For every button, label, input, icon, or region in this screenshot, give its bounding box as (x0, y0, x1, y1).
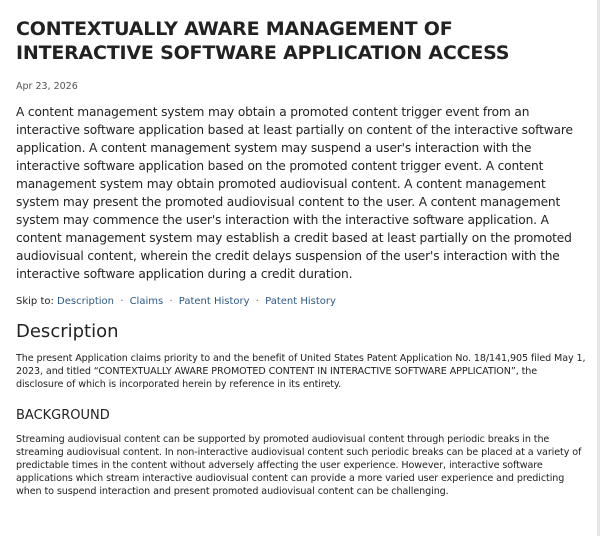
skip-label: Skip to: (16, 296, 54, 307)
abstract-text: A content management system may obtain a promoted content trigger event from an interactive software application based at least partially on content of the interactive software application. A content management system may suspend a user's interaction with the interactive software application based on the promoted content trigger event. A content management system may obtain promoted audiovisual content. A content management system may present the promoted audiovisual content to the user. A content management system may commence the user's interaction with the interactive software application. A content management system may establish a credit based at least partially on the promoted audiovisual content, wherein the credit delays suspension of the user's interaction with the interactive software application during a credit duration. (16, 105, 573, 281)
skip-nav (16, 295, 586, 309)
patent-page (16, 0, 586, 499)
skip-separator: · (120, 296, 124, 307)
skip-separator: · (169, 296, 173, 307)
background-paragraph: Streaming audiovisual content can be supported by promoted audiovisual content through periodic breaks in the streaming audiovisual content. In non-interactive audiovisual content such periodic breaks can be placed at a variety of predictable times in the content without adversely affecting the user experience. However, interactive software applications which stream interactive audiovisual content can provide a more varied user experience and predicting when to suspend interaction and present promoted audiovisual content can be challenging. (16, 433, 582, 498)
publication-date: Apr 23, 2026 (16, 81, 78, 92)
skip-link-description[interactable]: Description (57, 296, 114, 307)
background-heading: BACKGROUND (16, 407, 110, 423)
page-title: CONTEXTUALLY AWARE MANAGEMENT OF INTERACTIVE SOFTWARE APPLICATION ACCESS (16, 18, 510, 64)
skip-link-patent-history[interactable]: Patent History (178, 296, 250, 307)
description-heading: Description (16, 321, 119, 342)
description-paragraph: The present Application claims priority to and the benefit of United States Patent Application No. 18/141,905 filed May 1, 2023, and titled “CONTEXTUALLY AWARE PROMOTED CONTENT IN INTERACTIVE SOFTWARE APPLICATION”, the disclosure of which is incorporated herein by reference in its entirety. (16, 353, 586, 391)
skip-separator: · (255, 296, 259, 307)
skip-link-patent-history-2[interactable]: Patent History (265, 296, 336, 307)
skip-link-claims[interactable]: Claims (129, 296, 164, 307)
